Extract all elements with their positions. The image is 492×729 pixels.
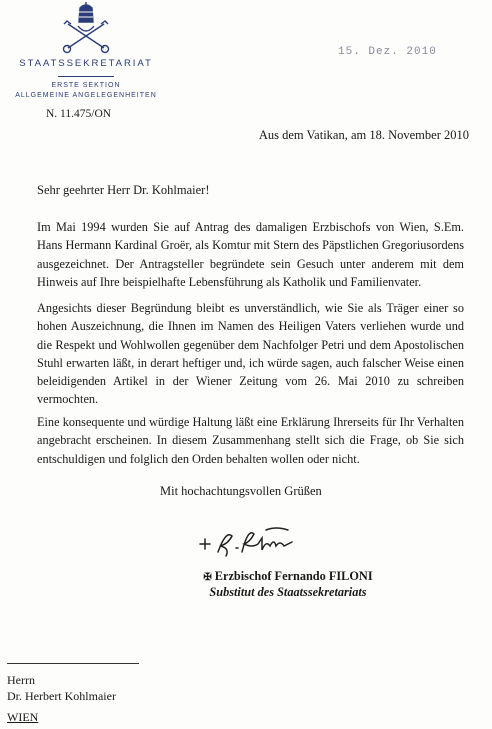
address-divider xyxy=(7,663,139,664)
handwritten-signature xyxy=(196,522,306,562)
closing-greeting: Mit hochachtungsvollen Grüßen xyxy=(160,484,322,498)
letterhead-title: STAATSSEKRETARIAT xyxy=(19,58,153,69)
cross-icon: ✠ xyxy=(203,572,212,583)
letterhead-section: ERSTE SEKTION xyxy=(51,82,121,89)
papal-coat-of-arms-icon xyxy=(60,2,112,54)
paragraph-1: Im Mai 1994 wurden Sie auf Antrag des damaligen Erzbischofs von Wien, S.Em. Hans Hermann Kardinal Groër, als Komtur mit Stern des Päpstlichen Gregoriusordens ausgezeichnet. Der Antragsteller begründete sein Gesuch unter anderem mit dem Hinweis auf Ihre beispielhafte Lebensführung als Katholik und Familienvater. xyxy=(37,220,464,289)
recipient-line-3: WIEN xyxy=(7,710,39,724)
dateline: Aus dem Vatikan, am 18. November 2010 xyxy=(258,128,469,142)
signer-name-text: Erzbischof Fernando FILONI xyxy=(214,569,373,583)
paragraph-3: Eine konsequente und würdige Haltung läßt eine Erklärung Ihrerseits für Ihr Verhalten angebracht erscheinen. In diesem Zusammenhang stellt sich die Frage, ob Sie sich entschuldigen und folglich den Orden behalten wollen oder nicht. xyxy=(37,415,464,466)
letterhead-divider xyxy=(58,76,114,77)
recipient-line-2: Dr. Herbert Kohlmaier xyxy=(7,689,116,703)
signer-title: Substitut des Staatssekretariats xyxy=(209,585,367,599)
recipient-line-1: Herrn xyxy=(7,673,35,687)
received-date-stamp: 15. Dez. 2010 xyxy=(338,46,437,58)
signer-name xyxy=(0,569,492,584)
salutation: Sehr geehrter Herr Dr. Kohlmaier! xyxy=(37,183,210,197)
protocol-number: N. 11.475/ON xyxy=(46,108,112,120)
paragraph-2: Angesichts dieser Begründung bleibt es unverständlich, wie Sie als Träger einer so hohen Auszeichnung, die Ihnen im Namen des Heiligen Vaters verliehen wurde und die Respekt und Wohlwollen gegenüber dem Nachfolger Petri und dem Apostolischen Stuhl erwarten läßt, in derart heftiger und, ich würde sagen, auch falscher Weise einen beleidigenden Artikel in der Wiener Zeitung vom 26. Mai 2010 zu schreiben vermochten. xyxy=(37,301,464,407)
letterhead-section-sub: ALLGEMEINE ANGELEGENHEITEN xyxy=(15,92,157,99)
